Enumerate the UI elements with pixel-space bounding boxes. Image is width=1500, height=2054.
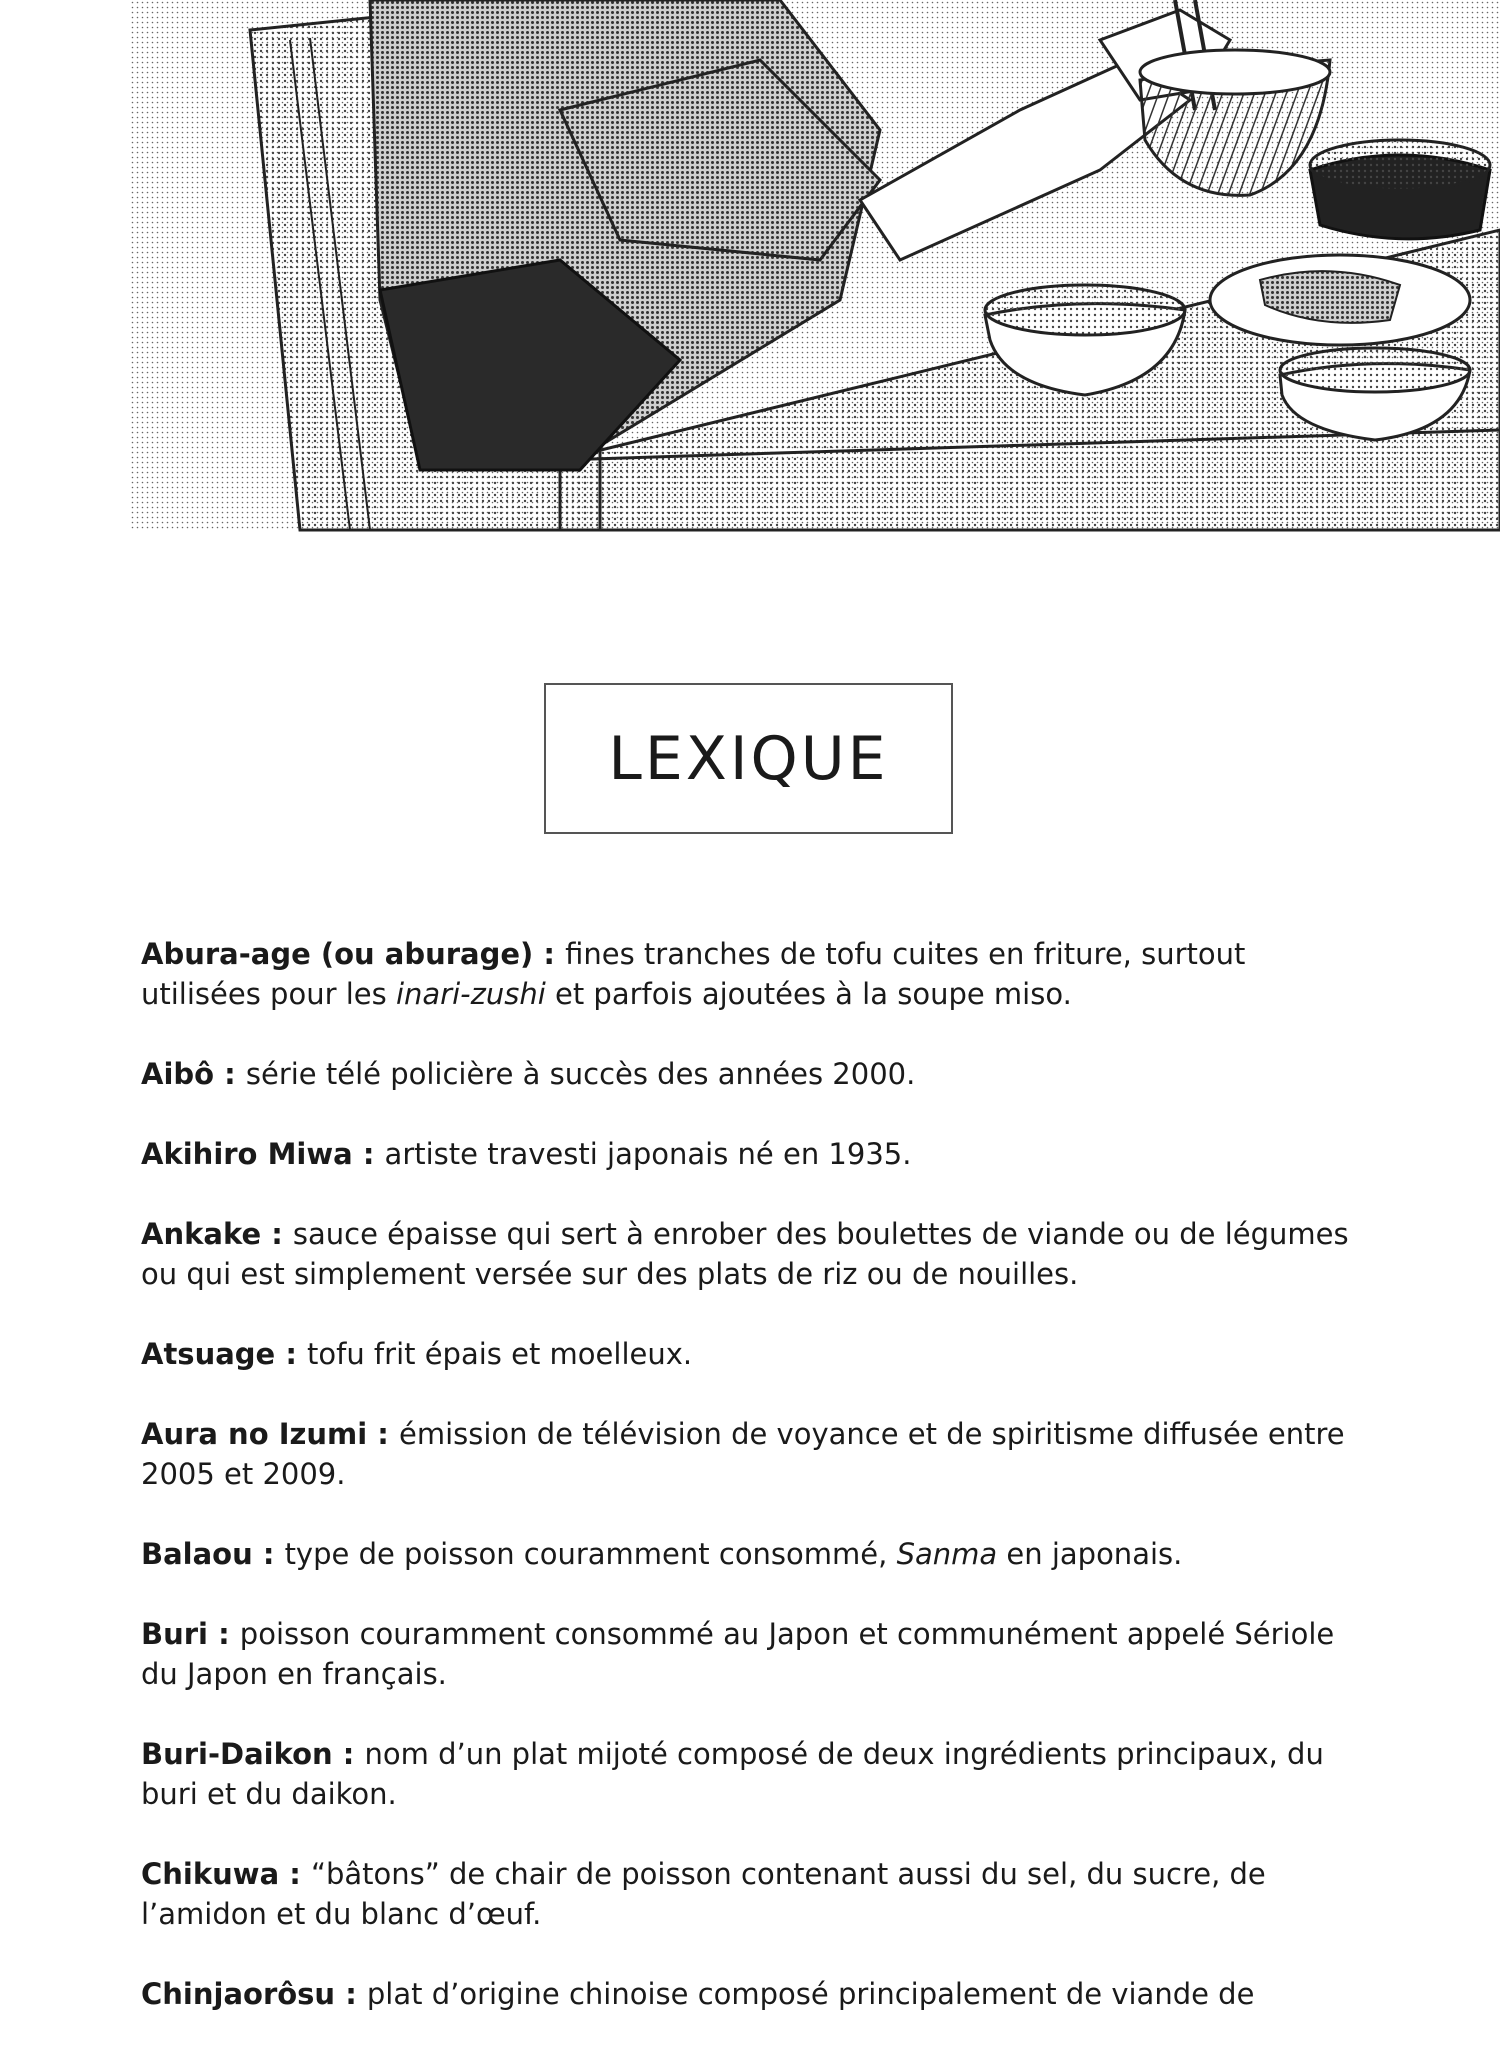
- entry-definition: en japonais.: [997, 1537, 1183, 1571]
- manga-illustration: [0, 0, 1500, 535]
- entry-separator: :: [275, 1337, 308, 1371]
- entry-term: Ankake: [141, 1217, 262, 1251]
- entry-separator: :: [279, 1857, 311, 1891]
- lexicon-entry-aibo: [141, 1054, 1371, 1094]
- entry-definition-italic: inari-zushi: [395, 977, 546, 1011]
- entry-separator: :: [367, 1417, 399, 1451]
- entry-separator: :: [332, 1737, 365, 1771]
- entry-separator: :: [335, 1977, 367, 2011]
- lexicon-entry-chikuwa: [141, 1854, 1371, 1934]
- lexicon-entry-aura-no-izumi: [141, 1414, 1371, 1494]
- lexicon-entry-chinjaorosu: [141, 1974, 1371, 2014]
- lexicon-list: [141, 934, 1371, 2054]
- lexicon-entry-atsuage: [141, 1334, 1371, 1374]
- lexicon-entry-buri-daikon: [141, 1734, 1371, 1814]
- entry-definition: et parfois ajoutées à la soupe miso.: [545, 977, 1072, 1011]
- lexicon-entry-ankake: [141, 1214, 1371, 1294]
- lexicon-entry-akihiro-miwa: [141, 1134, 1371, 1174]
- entry-separator: :: [208, 1617, 240, 1651]
- entry-term: Chikuwa: [141, 1857, 280, 1891]
- entry-separator: :: [214, 1057, 246, 1091]
- lexicon-entry-buri: [141, 1614, 1371, 1694]
- entry-definition: série télé policière à succès des années 2000.: [245, 1057, 916, 1091]
- entry-definition: émission de télévision de voyance et de spiritisme diffusée entre 2005 et 2009.: [141, 1417, 1345, 1491]
- entry-separator: :: [252, 1537, 285, 1571]
- manga-dinner-scene-icon: [0, 0, 1500, 535]
- entry-definition: tofu frit épais et moelleux.: [307, 1337, 693, 1371]
- entry-definition: type de poisson couramment consommé,: [284, 1537, 897, 1571]
- entry-term: Aibô: [141, 1057, 215, 1091]
- entry-term: Chinjaorôsu: [141, 1977, 336, 2011]
- lexicon-entry-balaou: [141, 1534, 1371, 1574]
- page-title: LEXIQUE: [608, 723, 889, 794]
- entry-definition: fines tranches de tofu cuites en friture, surtout utilisées pour les: [141, 937, 1246, 1011]
- lexicon-title-box: [544, 683, 953, 834]
- entry-separator: :: [261, 1217, 293, 1251]
- entry-definition: artiste travesti japonais né en 1935.: [384, 1137, 912, 1171]
- lexicon-entry-abura-age: [141, 934, 1371, 1014]
- entry-definition: “bâtons” de chair de poisson contenant aussi du sel, du sucre, de l’amidon et du blanc d’œuf.: [141, 1857, 1266, 1931]
- entry-term: Buri: [141, 1617, 208, 1651]
- entry-term: Akihiro Miwa: [141, 1137, 353, 1171]
- entry-term: Buri-Daikon: [141, 1737, 333, 1771]
- entry-definition-italic: Sanma: [896, 1537, 998, 1571]
- entry-separator: :: [533, 937, 566, 971]
- entry-term: Aura no Izumi: [141, 1417, 368, 1451]
- entry-separator: :: [352, 1137, 385, 1171]
- entry-definition: plat d’origine chinoise composé principalement de viande de: [366, 1977, 1255, 2011]
- entry-term: Atsuage: [141, 1337, 276, 1371]
- entry-definition: poisson couramment consommé au Japon et communément appelé Sériole du Japon en français.: [141, 1617, 1335, 1691]
- entry-definition: sauce épaisse qui sert à enrober des boulettes de viande ou de légumes ou qui est simplement versée sur des plats de riz ou de nouilles.: [141, 1217, 1349, 1291]
- entry-definition: nom d’un plat mijoté composé de deux ingrédients principaux, du buri et du daikon.: [141, 1737, 1324, 1811]
- entry-term: Abura-age (ou aburage): [141, 937, 534, 971]
- entry-term: Balaou: [141, 1537, 253, 1571]
